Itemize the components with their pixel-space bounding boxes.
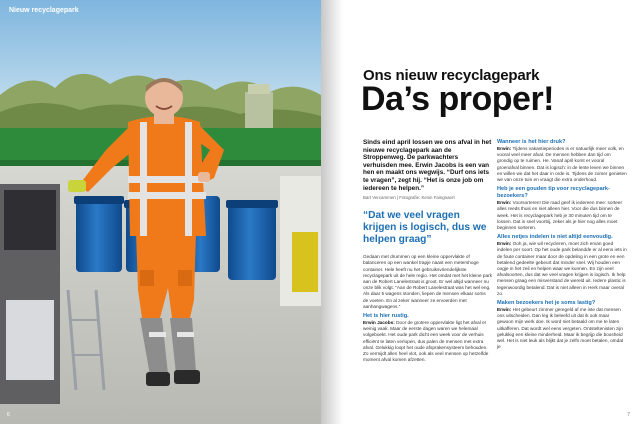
answer-body: Het gebeurt zimmer geregeld af me iste dat mensen ons uitscheiden. Dan leg ik beleefd uit dat ik ook maar gewoon mijn werk doe. Ik word niet betaald om me te laten uitkafferen. Dat wordt wel eens vergeten. Ontsteltenisten zijn gelukkig een kleine minderheid. Maar ik begrijp die boosheid wel. Het is niet leuk als blijkt dat je zelfs moet betalen, omdat je: [497, 307, 624, 350]
answer-body: Ooh ja, wie wil recycleren, moet zich ervan goed indelen per soort. Op het oude park belandde er al eens iets in de foute container maar door de opdeling in een grote en een betalend gedeelte gebeurt dat minder snel. Wij houden een oogje in het zeil en helpen waar we kunnen. En zijn veel afvalsoorten, dus dat we veel vragen krijgen is logisch. Ik help mensen graag een misverstand de wereld uit. Iedere plastic is tegenwoordig betalend. Dat is niet alleen in Herk maar overal zo.: [497, 241, 627, 296]
answer-text: [497, 241, 627, 297]
answer-text: [497, 146, 627, 183]
speaker-name: Erwin Jacobs:: [363, 319, 395, 325]
section-label: Nieuw recyclagepark: [9, 7, 79, 14]
article-intro: Sinds eind april lossen we ons afval in het nieuwe recyclagepark aan de Stroppenweg. De parkwachters verhuisden mee. Erwin Jacobs is een van hen en maakt ons wegwijs. “Durf ons iets te vragen”, zegt hij. “Het is onze job om iedereen te helpen.”: [363, 139, 492, 192]
pull-quote: “Dat we veel vragen krijgen is logisch, dus we helpen graag”: [363, 210, 487, 246]
question-heading: Heb je een gouden tip voor recyclagepark-bezoekers?: [497, 186, 610, 200]
answer-body: Door de grotere oppervlakte ligt het afval er weinig vaak. Maar de eerste dagen waren we helemaal volgeboekt. Het oude park dicht een week voor de verhuis efficiënt te laten verlopen, dus palen de mensen met extra afval. Gelukkig loopt het oude afsprakensysteem behouden. Zo vermijdt allen heel vlot, ook als veel mensen op hetzelfde moment afval komen afzetten.: [363, 319, 489, 363]
question-heading: Alles netjes indelen is niet altijd eenvoudig.: [497, 234, 613, 241]
speaker-name: Erwin:: [497, 307, 512, 313]
body-intro: Gedaan met drummen op een kleine oppervlakte of balanceren op een wankel trapje naast een metershoge container. Hele heeft nu het gebruiksvriendelijkste recyclagepark uit de hele regio. Het omdat met het kleine park aan de Robert Lanelestraat is groot. Er wel altijd wanneer nu onze blik volgt. “Aan de Robert Lanelestraat was het wel eng. Als daar 5 wagens stonden, liepen de mensen elkaar soms de voeten. En al zeker wanneer ze ervoerden met aanhangwagens.”: [363, 254, 492, 309]
article-kicker: Ons nieuw recyclagepark: [363, 67, 540, 84]
article-column-left: [363, 139, 492, 363]
answer-text: [497, 307, 627, 350]
answer-body: Tijdens vakantieperiodes is er natuurlijk meer volk, en vooral veel meer afval. De mensen hebben dan tijd om grondig op te ruimen. He. Vanaf april komt er vooral groenafval binnen. Dat is logisch: in de lente leven we binnen en willen we dat het daar in orde is. Tijdens de zomer genieten we van onze tuin en vraagt die extra onderhoud.: [497, 146, 627, 183]
question-heading: Maken bezoekers het je soms lastig?: [497, 300, 596, 307]
page-number-right: 7: [627, 412, 630, 418]
speaker-name: Erwin:: [497, 241, 512, 247]
question-heading: Wanneer is het hier druk?: [497, 139, 566, 145]
speaker-name: Erwin:: [497, 146, 512, 151]
article-credit: Bart Vercammen | Fotografie: Kevin Faingnaert: [363, 195, 455, 201]
speaker-name: Erwin:: [497, 200, 512, 206]
gutter-shadow: [321, 0, 343, 424]
article-page: [321, 0, 638, 424]
answer-body: Voorsorteren! Die raad geef ik iedereen mee: sorteer alles reeds thuis en niet alleen hier. Voor die dus binnen de week. Het is recyclagepark heb je 30 minuten tijd om te lossen. Dat is snel voorbij, zeker als je hier nog alles moet beginnen sorteren.: [497, 200, 623, 231]
article-headline: Da’s proper!: [361, 80, 555, 118]
article-column-right: [497, 139, 627, 350]
question-heading: Het is hier rustig.: [363, 312, 409, 319]
page-number-left: 6: [7, 412, 10, 418]
answer-text: [497, 200, 627, 231]
answer-text: [363, 320, 492, 363]
